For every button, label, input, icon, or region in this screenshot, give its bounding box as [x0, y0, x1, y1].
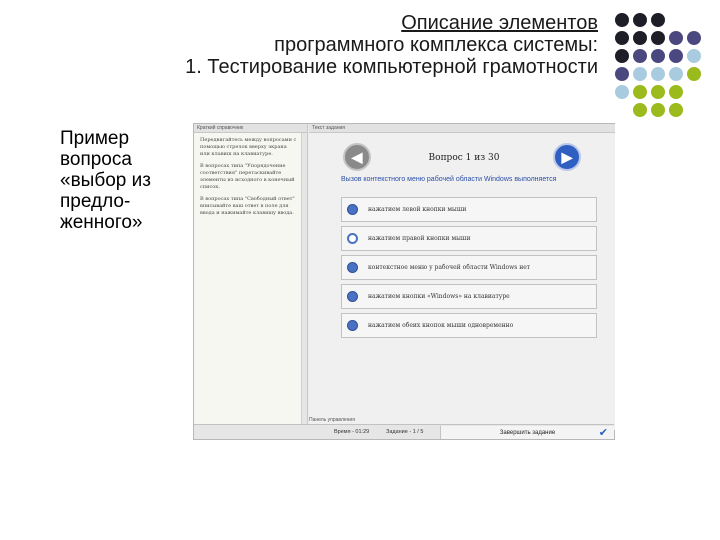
dot-2-4: [669, 31, 683, 45]
control-panel-label: Панель управления: [309, 417, 355, 423]
dot-5-1: [615, 85, 629, 99]
dot-2-5: [687, 31, 701, 45]
question-pane: [309, 124, 615, 430]
answer-option[interactable]: [341, 255, 597, 280]
dot-4-4: [669, 67, 683, 81]
dot-5-4: [669, 85, 683, 99]
caption-line: «выбор из: [60, 170, 151, 191]
answer-option-label: нажатием обеих кнопок мыши одновременно: [368, 322, 514, 329]
prev-question-button[interactable]: ◀: [343, 143, 371, 171]
dot-1-3: [651, 13, 665, 27]
radio-selected-icon[interactable]: [347, 233, 358, 244]
finish-task-button[interactable]: [440, 426, 614, 439]
status-bar: [194, 424, 614, 439]
dot-3-2: [633, 49, 647, 63]
decorative-dot-grid: [612, 10, 712, 115]
dot-6-2: [633, 103, 647, 117]
reference-scrollbar[interactable]: [301, 133, 307, 430]
answer-option-label: контекстное меню у рабочей области Windows нет: [368, 264, 531, 271]
dot-3-1: [615, 49, 629, 63]
task-counter: Задание - 1 / 5: [386, 429, 424, 435]
question-pane-header: Текст задания: [309, 124, 615, 133]
reference-pane-header: Краткий справочник: [194, 124, 307, 133]
answer-option[interactable]: [341, 197, 597, 222]
title-line-1: Описание элементов: [401, 12, 598, 34]
caption-line: Пример: [60, 128, 130, 149]
dot-3-3: [651, 49, 665, 63]
radio-icon[interactable]: [347, 262, 358, 273]
answer-option-label: нажатием левой кнопки мыши: [368, 206, 467, 213]
reference-paragraph: В вопросах типа "Свободный ответ" вписывайте ваш ответ в поле для ввода и нажимайте клавишу ввода.: [200, 196, 295, 216]
question-text: Вызов контекстного меню рабочей области Windows выполняется: [341, 176, 557, 183]
question-navigation: [309, 133, 615, 179]
answer-option[interactable]: [341, 313, 597, 338]
reference-text: [194, 133, 307, 217]
dot-6-3: [651, 103, 665, 117]
radio-icon[interactable]: [347, 291, 358, 302]
caption-line: вопроса: [60, 149, 132, 170]
radio-icon[interactable]: [347, 320, 358, 331]
dot-5-3: [651, 85, 665, 99]
slide-caption: [60, 128, 180, 233]
next-question-button[interactable]: ▶: [553, 143, 581, 171]
title-line-3: 1. Тестирование компьютерной грамотности: [185, 56, 598, 78]
caption-line: женного»: [60, 212, 143, 233]
answer-option-label: нажатием кнопки «Windows» на клавиатуре: [368, 293, 510, 300]
dot-4-3: [651, 67, 665, 81]
title-line-2: программного комплекса системы:: [274, 34, 598, 56]
answer-option-label: нажатием правой кнопки мыши: [368, 235, 471, 242]
dot-2-3: [651, 31, 665, 45]
caption-line: предло-: [60, 191, 131, 212]
finish-task-label: Завершить задание: [499, 429, 556, 436]
reference-paragraph: В вопросах типа "Упорядочение соответствия" перетаскивайте элементы из исходного в конечный список.: [200, 163, 295, 190]
dot-2-1: [615, 31, 629, 45]
dot-4-2: [633, 67, 647, 81]
dot-2-2: [633, 31, 647, 45]
answer-option-selected[interactable]: [341, 226, 597, 251]
dot-3-4: [669, 49, 683, 63]
reference-paragraph: Передвигайтесь между вопросами с помощью стрелок вверху экрана или клавиш на клавиатуре.: [200, 137, 297, 157]
dot-4-5: [687, 67, 701, 81]
slide-title: [30, 12, 598, 78]
dot-6-4: [669, 103, 683, 117]
question-counter: Вопрос 1 из 30: [428, 153, 500, 163]
timer: Время - 01:29: [334, 429, 370, 435]
dot-1-1: [615, 13, 629, 27]
dot-5-2: [633, 85, 647, 99]
check-icon: ✔: [598, 427, 608, 439]
dot-4-1: [615, 67, 629, 81]
answer-option[interactable]: [341, 284, 597, 309]
dot-3-5: [687, 49, 701, 63]
reference-pane: [194, 124, 308, 430]
radio-icon[interactable]: [347, 204, 358, 215]
test-app-screenshot: [193, 123, 615, 440]
dot-1-2: [633, 13, 647, 27]
